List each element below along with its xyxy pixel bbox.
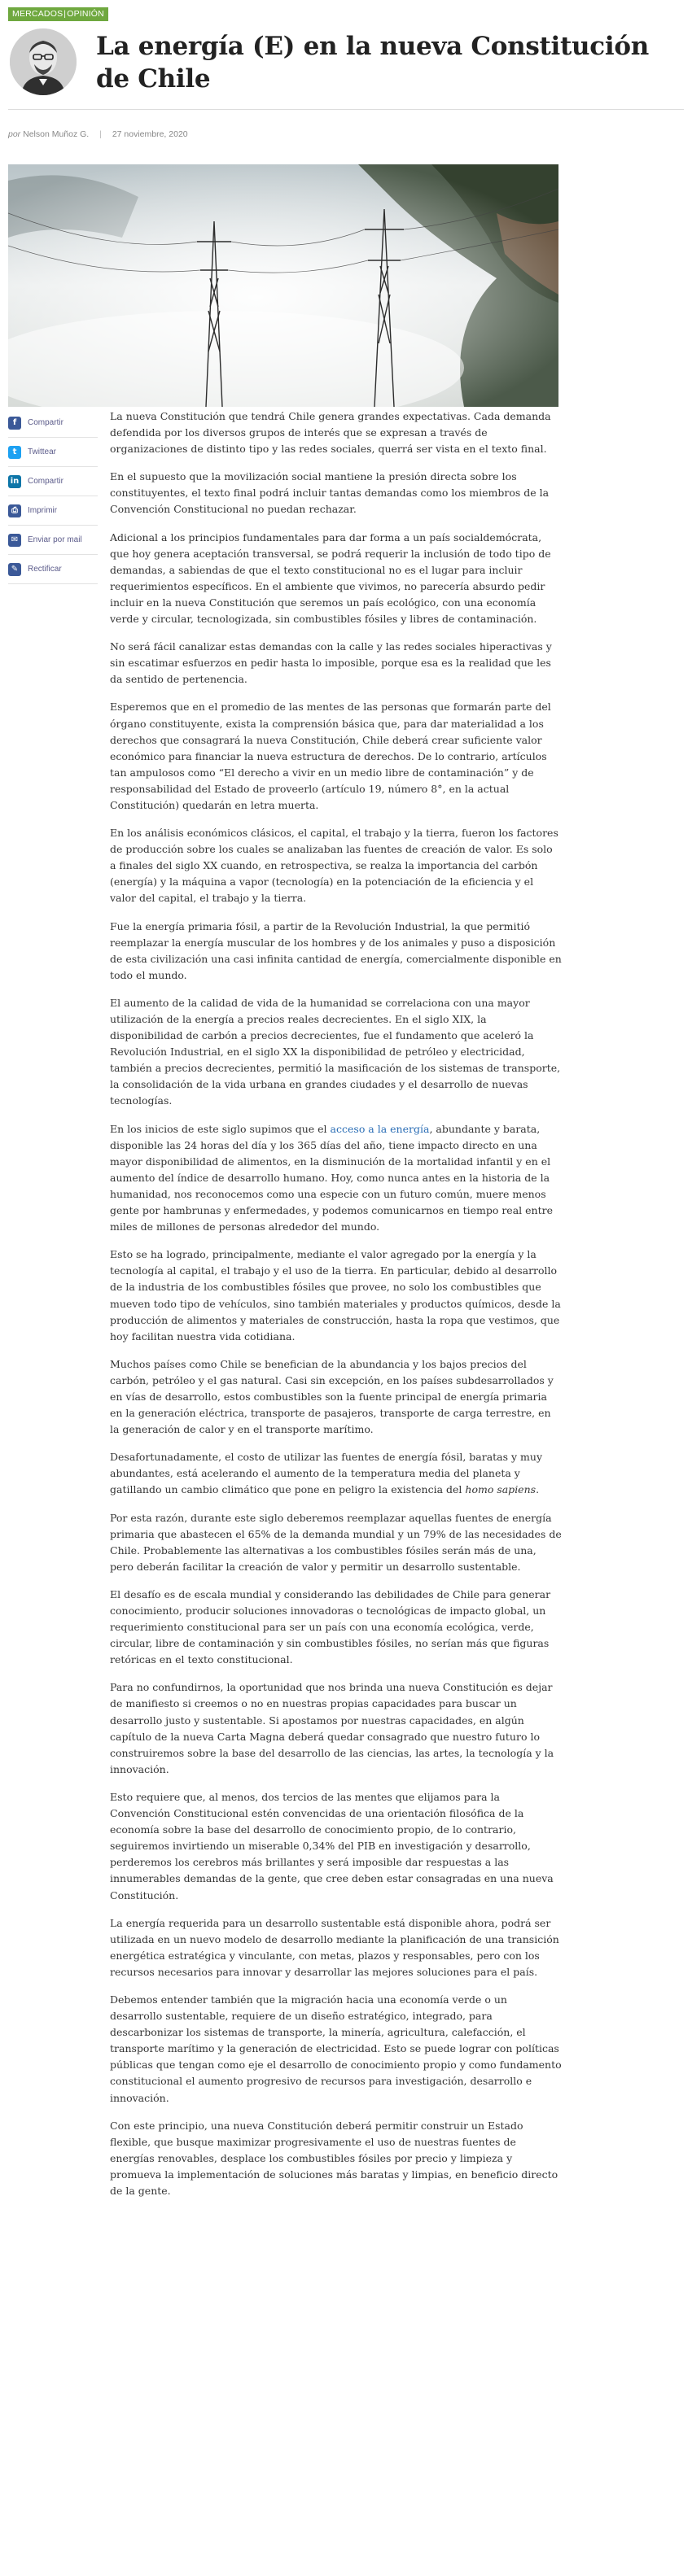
header-divider xyxy=(8,109,684,110)
publish-date: 27 noviembre, 2020 xyxy=(112,129,188,139)
section-label[interactable]: MERCADOS xyxy=(12,9,64,19)
paragraph: Desafortunadamente, el costo de utilizar las fuentes de energía fósil, baratas y muy abundantes, está acelerando el aumento de la temperatura media del planeta y gatillando un cambio climático que pone en peligro la existencia del homo sapiens. xyxy=(110,1451,543,1496)
share-label: Compartir xyxy=(28,418,64,427)
share-twitter-button[interactable] xyxy=(8,438,98,467)
paragraph: Adicional a los principios fundamentales para dar forma a un país socialdemócrata, que hoy genera aceptación transversal, se podrá requerir la inclusión de todo tipo de demandas, a sabiendas de que el texto constitucional no es el lugar para incluir requerimientos específicos. En el ambiente que vivimos, no parecería absurdo pedir incluir en la nueva Constitución que seremos un país ecológico, con una economía verde y circular, tecnologizada, sin combustibles fósiles y libres de contaminación. xyxy=(110,530,551,626)
paragraph: Fue la energía primaria fósil, a partir de la Revolución Industrial, la que permitió reemplazar la energía muscular de los hombres y de los animales y puso a disposición de esta civilización una casi infinita cantidad de energía, comercialmente disponible en todo el mundo. xyxy=(110,919,562,981)
share-linkedin-button[interactable] xyxy=(8,467,98,496)
paragraph: Esto requiere que, al menos, dos tercios de las mentes que elijamos para la Convención Constitucional estén convencidas de una orientación filosófica de la economía sobre la base del desarrollo de conocimiento propio, de lo contrario, seguiremos invirtiendo un miserable 0,34% del PIB en investigación y desarrollo, perderemos los cerebros más brillantes y será imposible dar respuestas a las innumerables demandas de la gente, que cree deben estar consagradas en una nueva Constitución. xyxy=(110,1790,554,1901)
hero-image xyxy=(8,164,558,407)
article-title: La energía (E) en la nueva Constitución de Chile xyxy=(96,32,649,94)
article-body xyxy=(110,408,562,2211)
byline: por Nelson Muñoz G. | 27 noviembre, 2020 xyxy=(8,129,188,139)
category-label[interactable]: OPINIÓN xyxy=(67,9,104,19)
share-label: Rectificar xyxy=(28,565,62,574)
share-facebook-button[interactable] xyxy=(8,408,98,438)
author-name[interactable]: Nelson Muñoz G. xyxy=(23,129,90,139)
section-tag[interactable]: MERCADOS|OPINIÓN xyxy=(8,7,108,21)
author-portrait-icon xyxy=(10,28,77,95)
mail-icon: ✉ xyxy=(8,534,21,547)
paragraph: No será fácil canalizar estas demandas con la calle y las redes sociales hiperactivas y sin escatimar esfuerzos en pedir hasta lo imposible, porque esa es la realidad que les da sentido de pertenencia. xyxy=(110,640,552,686)
author-avatar xyxy=(10,28,77,95)
paragraph: Por esta razón, durante este siglo deberemos reemplazar aquellas fuentes de energía primaria que abastecen el 65% de la demanda mundial y un 79% de las necesidades de Chile. Probablemente las alternativas a los combustibles fósiles serán más de una, pero deberán facilitar la creación de valor y permitir un desarrollo sustentable. xyxy=(110,1511,562,1573)
paragraph: La energía requerida para un desarrollo sustentable está disponible ahora, podrá ser utilizada en un nuevo modelo de desarrollo mediante la planificación de una transición energética estratégica y vinculante, con metas, plazos y responsables, pero con los recursos necesarios para innovar y desarrollar las mejores soluciones para el país. xyxy=(110,1916,559,1978)
paragraph: En los inicios de este siglo supimos que el acceso a la energía, abundante y barata, disponible las 24 horas del día y los 365 días del año, tiene impacto directo en una mayor disponibilidad de alimentos, en la disminución de la mortalidad infantil y en el aumento del índice de desarrollo humano. Hoy, como nunca antes en la historia de la humanidad, nos reconocemos como una especie con un futuro común, muere menos gente por hambrunas y enfermedades, y podemos comunicarnos en tiempo real entre miles de millones de personas alrededor del mundo. xyxy=(110,1122,553,1233)
paragraph: El desafío es de escala mundial y considerando las debilidades de Chile para generar conocimiento, producir soluciones innovadoras o tecnológicas de impacto global, un requerimiento constitucional para ser un país con una economía ecológica, verde, circular, libre de contaminación y sin combustibles fósiles, no serían más que figuras retóricas en el texto constitucional. xyxy=(110,1587,551,1666)
paragraph: En los análisis económicos clásicos, el capital, el trabajo y la tierra, fueron los factores de producción sobre los cuales se analizaban las fuentes de creación de valor. Es solo a finales del siglo XX cuando, en retrospectiva, se realza la importancia del carbón (energía) y la máquina a vapor (tecnología) en la potenciación de la eficiencia y el valor del capital, el trabajo y la tierra. xyxy=(110,827,558,905)
pencil-icon: ✎ xyxy=(8,563,21,576)
paragraph: Para no confundirnos, la oportunidad que nos brinda una nueva Constitución es dejar de manifiesto si creemos o no en nuestras propias capacidades para buscar un desarrollo justo y sustentable. Si apostamos por nuestras capacidades, en algún capítulo de la nueva Carta Magna deberá quedar consagrado que nuestro futuro lo construiremos sobre la base del desarrollo de las ciencias, las artes, la tecnología y la innovación. xyxy=(110,1681,554,1775)
share-label: Enviar por mail xyxy=(28,535,82,544)
share-label: Twittear xyxy=(28,448,57,456)
facebook-icon: f xyxy=(8,417,21,430)
byline-prefix: por xyxy=(8,129,21,139)
share-label: Compartir xyxy=(28,477,64,486)
twitter-icon: t xyxy=(8,446,21,459)
paragraph: En el supuesto que la movilización social mantiene la presión directa sobre los constituyentes, el texto final podrá incluir tantas demandas como los miembros de la Convención Constitucional no puedan rechazar. xyxy=(110,470,550,516)
power-towers-in-fog-image xyxy=(8,164,558,407)
print-button[interactable] xyxy=(8,496,98,526)
paragraph: Esto se ha logrado, principalmente, mediante el valor agregado por la energía y la tecnología al capital, el trabajo y el uso de la tierra. En particular, debido al desarrollo de la industria de los combustibles fósiles que provee, no solo los combustibles que mueven todo tipo de vehículos, sino también materiales y productos químicos, desde la producción de alimentos y materiales de construcción, hasta la ropa que vestimos, que hoy facilitan nuestra vida cotidiana. xyxy=(110,1248,561,1343)
linkedin-icon: in xyxy=(8,475,21,488)
paragraph: El aumento de la calidad de vida de la humanidad se correlaciona con una mayor utilización de la energía a precios reales decrecientes. En el siglo XIX, la disponibilidad de carbón a precios decrecientes, fue el fundamento que aceleró la Revolución Industrial, en el siglo XX la disponibilidad de petróleo y electricidad, también a precios decrecientes, permitió la masificación de los sistemas de transporte, la consolidación de la vida urbana en grandes ciudades y el desarrollo de nuevas tecnologías. xyxy=(110,996,561,1107)
share-bar xyxy=(8,408,98,584)
paragraph: Esperemos que en el promedio de las mentes de las personas que formarán parte del órgano constituyente, exista la comprensión básica que, para dar materialidad a los derechos que consagrará la nueva Constitución, Chile deberá crear suficiente valor económico para financiar la nueva estructura de derechos. De lo contrario, artículos tan ampulosos como “El derecho a vivir en un medio libre de contaminación” y de responsabilidad del Estado de proveerlo (artículo 19, número 8°, en la actual Constitución) quedarán en letra muerta. xyxy=(110,701,551,811)
paragraph: Debemos entender también que la migración hacia una economía verde o un desarrollo sustentable, requiere de un diseño estratégico, integrado, para descarbonizar los sistemas de transporte, la minería, agricultura, calefacción, el transporte marítimo y la generación de electricidad. Esto se puede lograr con políticas públicas que tengan como eje el desarrollo de conocimiento propio y como fundamento constitucional el aumento progresivo de recursos para investigación, desarrollo e innovación. xyxy=(110,1993,562,2104)
paragraph: Muchos países como Chile se benefician de la abundancia y los bajos precios del carbón, petróleo y el gas natural. Casi sin excepción, en los países subdesarrollados y en vías de desarrollo, estos combustibles son la fuente principal de energía primaria en la generación eléctrica, transporte de pasajeros, transporte de carga terrestre, en la generación de calor y en el transporte marítimo. xyxy=(110,1357,554,1436)
print-icon: ⎙ xyxy=(8,504,21,517)
energy-access-link[interactable]: acceso a la energía xyxy=(330,1122,430,1135)
emphasis: homo sapiens xyxy=(465,1483,537,1496)
share-label: Imprimir xyxy=(28,506,58,515)
rectify-button[interactable] xyxy=(8,555,98,584)
email-button[interactable] xyxy=(8,526,98,555)
paragraph: Con este principio, una nueva Constitución deberá permitir construir un Estado flexible, que busque maximizar progresivamente el uso de nuestras fuentes de energías renovables, desplace los combustibles fósiles por precio y limpieza y promueva la implementación de soluciones más baratas y limpias, en beneficio directo de la gente. xyxy=(110,2119,558,2197)
paragraph: La nueva Constitución que tendrá Chile genera grandes expectativas. Cada demanda defendida por los diversos grupos de interés que se expresan a través de organizaciones de distinto tipo y las redes sociales, querrá ser vista en el texto final. xyxy=(110,410,551,456)
